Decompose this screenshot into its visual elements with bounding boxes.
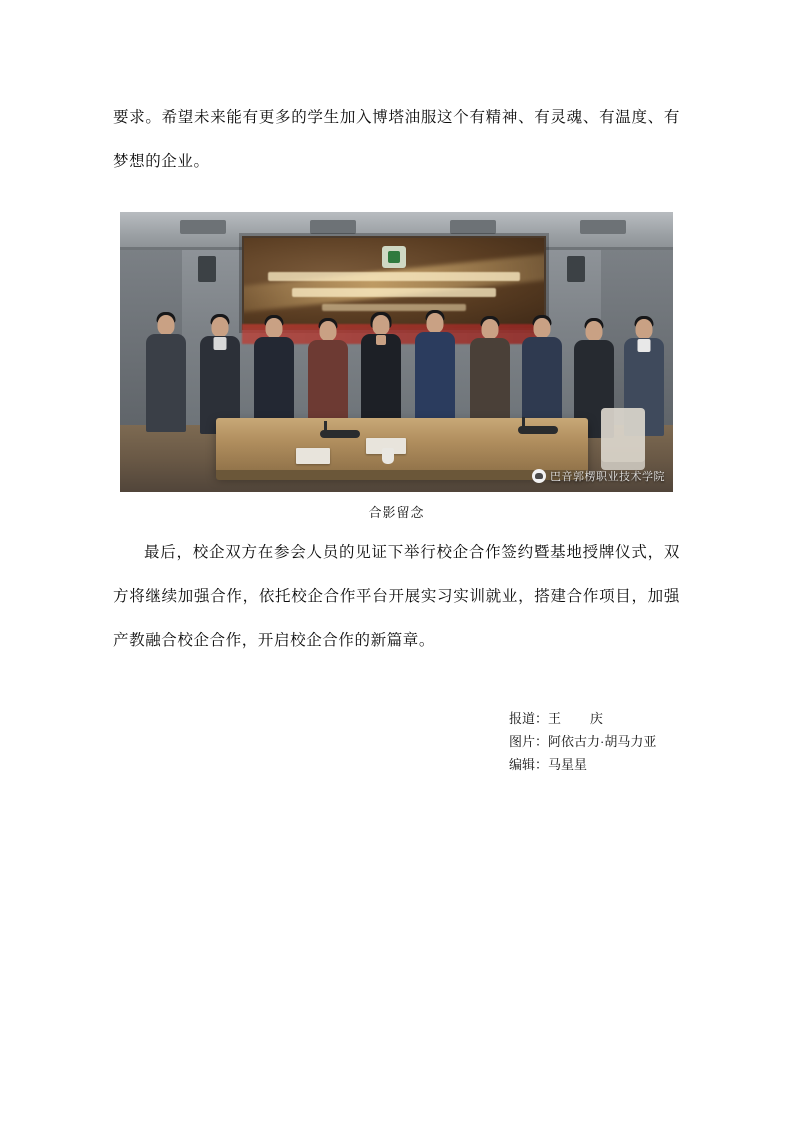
collar	[376, 335, 386, 345]
credit-label: 图片：	[509, 734, 549, 749]
ceiling-panel	[310, 220, 356, 234]
credits-block	[113, 707, 680, 776]
head	[482, 319, 499, 339]
screen-title-line-1	[268, 272, 520, 281]
credit-row	[509, 707, 680, 730]
head	[636, 319, 653, 339]
person	[144, 315, 188, 439]
chair	[601, 408, 645, 470]
head	[266, 318, 283, 338]
credit-label: 编辑：	[509, 757, 549, 772]
document-content	[113, 96, 680, 776]
credit-label: 报道：	[509, 711, 549, 726]
photo-image	[120, 212, 673, 492]
head	[534, 318, 551, 338]
school-logo-icon	[382, 246, 406, 268]
head	[373, 315, 390, 335]
watermark-text: 巴音郭楞职业技术学院	[550, 471, 665, 483]
collar	[214, 337, 227, 350]
speaker-icon	[198, 256, 216, 282]
paragraph-1: 要求。希望未来能有更多的学生加入博塔油服这个有精神、有灵魂、有温度、有梦想的企业。	[113, 109, 680, 170]
paper-sheet	[296, 448, 330, 464]
head	[158, 315, 175, 335]
head	[586, 321, 603, 341]
torso	[146, 334, 186, 432]
cup	[382, 448, 394, 464]
microphone-icon	[518, 426, 558, 434]
collar	[638, 339, 651, 352]
ceiling-panel	[450, 220, 496, 234]
paragraph-2: 最后，校企双方在参会人员的见证下举行校企合作签约暨基地授牌仪式，双方将继续加强合作，依托校企合作平台开展实习实训就业，搭建合作项目，加强产教融合校企合作，开启校企合作的新篇章。	[113, 544, 680, 649]
watermark-logo-icon	[532, 469, 546, 483]
head	[320, 321, 337, 341]
microphone-icon	[320, 430, 360, 438]
credit-value: 王 庆	[548, 711, 603, 726]
figure-caption: 合影留念	[368, 505, 425, 520]
ceiling-panel	[180, 220, 226, 234]
speaker-icon	[567, 256, 585, 282]
watermark	[532, 468, 665, 484]
credit-value: 马星星	[548, 757, 588, 772]
screen-title-line-2	[292, 288, 496, 297]
head	[212, 317, 229, 337]
figure-group-photo	[113, 212, 680, 521]
credit-row	[509, 753, 680, 776]
credit-row	[509, 730, 680, 753]
torso	[415, 332, 455, 430]
credit-value: 阿依古力·胡马力亚	[548, 734, 657, 749]
ceiling-panel	[580, 220, 626, 234]
head	[427, 313, 444, 333]
